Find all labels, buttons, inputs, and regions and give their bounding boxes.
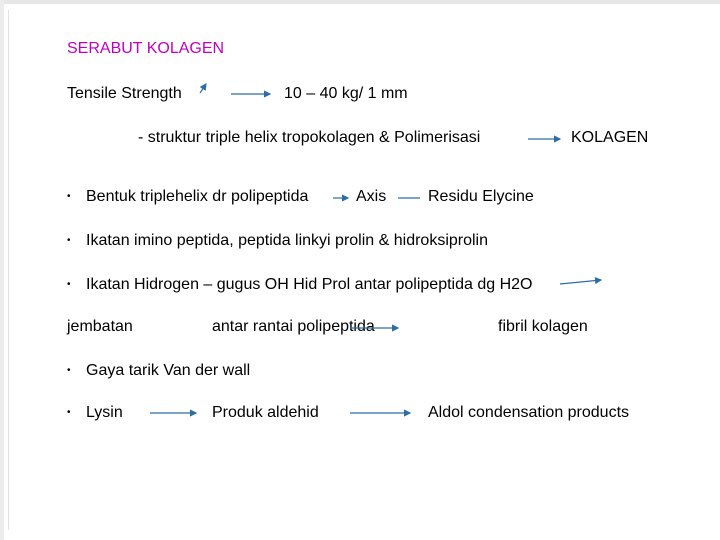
- bullet-van-der-wall: Gaya tarik Van der wall: [86, 362, 251, 379]
- bullet-marker: •: [67, 407, 71, 418]
- struktur-text: - struktur triple helix tropokolagen & Polimerisasi: [138, 129, 481, 146]
- bullet-ikatan-imino: Ikatan imino peptida, peptida linkyi prolin & hidroksiprolin: [86, 232, 488, 249]
- lysin-text: Lysin: [86, 404, 123, 421]
- tensile-strength-value: 10 – 40 kg/ 1 mm: [284, 85, 408, 102]
- bullet-marker: •: [67, 191, 71, 202]
- fibril-kolagen-text: fibril kolagen: [498, 318, 588, 335]
- arrow-icon: [200, 84, 206, 93]
- axis-text: Axis: [356, 188, 387, 205]
- jembatan-text: jembatan: [67, 318, 133, 335]
- bullet-marker: •: [67, 279, 71, 290]
- bullet-marker: •: [67, 365, 71, 376]
- tensile-strength-label: Tensile Strength: [67, 85, 182, 102]
- bullet-ikatan-hidrogen: Ikatan Hidrogen – gugus OH Hid Prol antar polipeptida dg H2O: [86, 276, 533, 293]
- produk-aldehid-text: Produk aldehid: [212, 404, 319, 421]
- aldol-text: Aldol condensation products: [428, 404, 630, 421]
- residu-text: Residu Elycine: [428, 188, 534, 205]
- slide-title: SERABUT KOLAGEN: [67, 40, 225, 57]
- bullet-marker: •: [67, 235, 71, 246]
- antar-rantai-text: antar rantai polipeptida: [212, 318, 375, 335]
- kolagen-text: KOLAGEN: [571, 129, 649, 146]
- arrow-icon: [560, 280, 601, 284]
- bullet-triplehelix: Bentuk triplehelix dr polipeptida: [86, 188, 309, 205]
